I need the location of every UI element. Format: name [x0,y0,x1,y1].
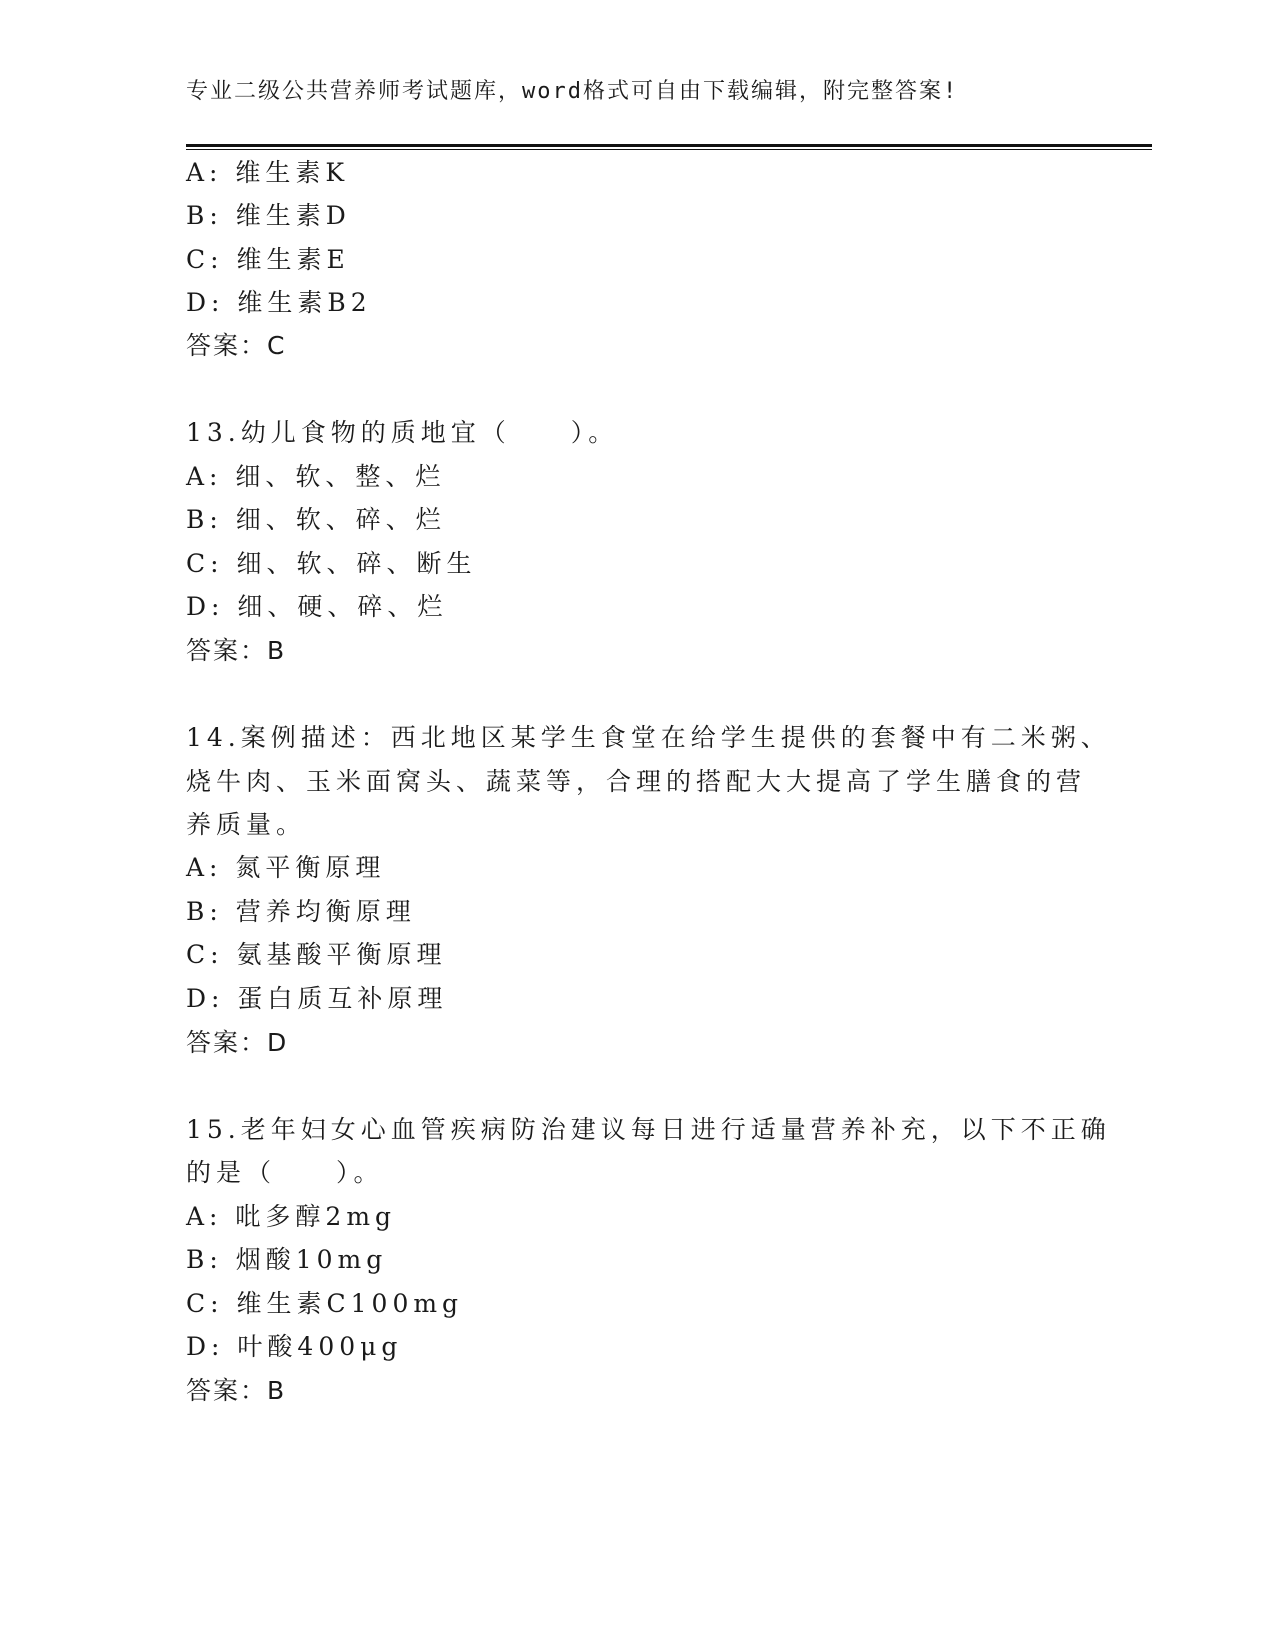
q13-option-c: C: 细、软、碎、断生 [186,549,477,578]
q15-option-d: D: 叶酸400μg [186,1332,403,1361]
q14-stem-line-1: 14.案例描述：西北地区某学生食堂在给学生提供的套餐中有二米粥、 [186,723,1111,752]
q14-answer: 答案：D [186,1028,289,1057]
q12-option-c: C: 维生素E [186,245,350,274]
q13-option-d: D: 细、硬、碎、烂 [186,592,448,621]
q12-option-a: A: 维生素K [186,158,350,187]
q13-option-a: A: 细、软、整、烂 [186,462,446,491]
header-divider [186,144,1152,151]
q14-option-b: B: 营养均衡原理 [186,897,416,926]
q15-stem-line-2: 的是（ ）。 [186,1158,384,1187]
q15-option-a: A: 吡多醇2mg [186,1202,397,1231]
q15-stem-line-1: 15.老年妇女心血管疾病防治建议每日进行适量营养补充，以下不正确 [186,1115,1111,1144]
q14-option-a: A: 氮平衡原理 [186,853,386,882]
q14-option-c: C: 氨基酸平衡原理 [186,940,447,969]
q13-option-b: B: 细、软、碎、烂 [186,505,446,534]
q15-option-c: C: 维生素C100mg [186,1289,464,1318]
q12-option-d: D: 维生素B2 [186,288,372,317]
q15-answer: 答案：B [186,1376,287,1405]
header-divider-thick [186,144,1152,147]
q14-stem-line-2: 烧牛肉、玉米面窝头、蔬菜等，合理的搭配大大提高了学生膳食的营 [186,767,1087,796]
q12-option-b: B: 维生素D [186,201,351,230]
q13-stem: 13.幼儿食物的质地宜（ ）。 [186,418,619,447]
page-header: 专业二级公共营养师考试题库，word格式可自由下载编辑，附完整答案! [186,79,959,104]
q15-option-b: B: 烟酸10mg [186,1245,388,1274]
q14-option-d: D: 蛋白质互补原理 [186,984,448,1013]
q13-answer: 答案：B [186,636,287,665]
header-divider-thin [186,149,1152,150]
q14-stem-line-3: 养质量。 [186,810,307,839]
q12-answer: 答案：C [186,331,287,360]
